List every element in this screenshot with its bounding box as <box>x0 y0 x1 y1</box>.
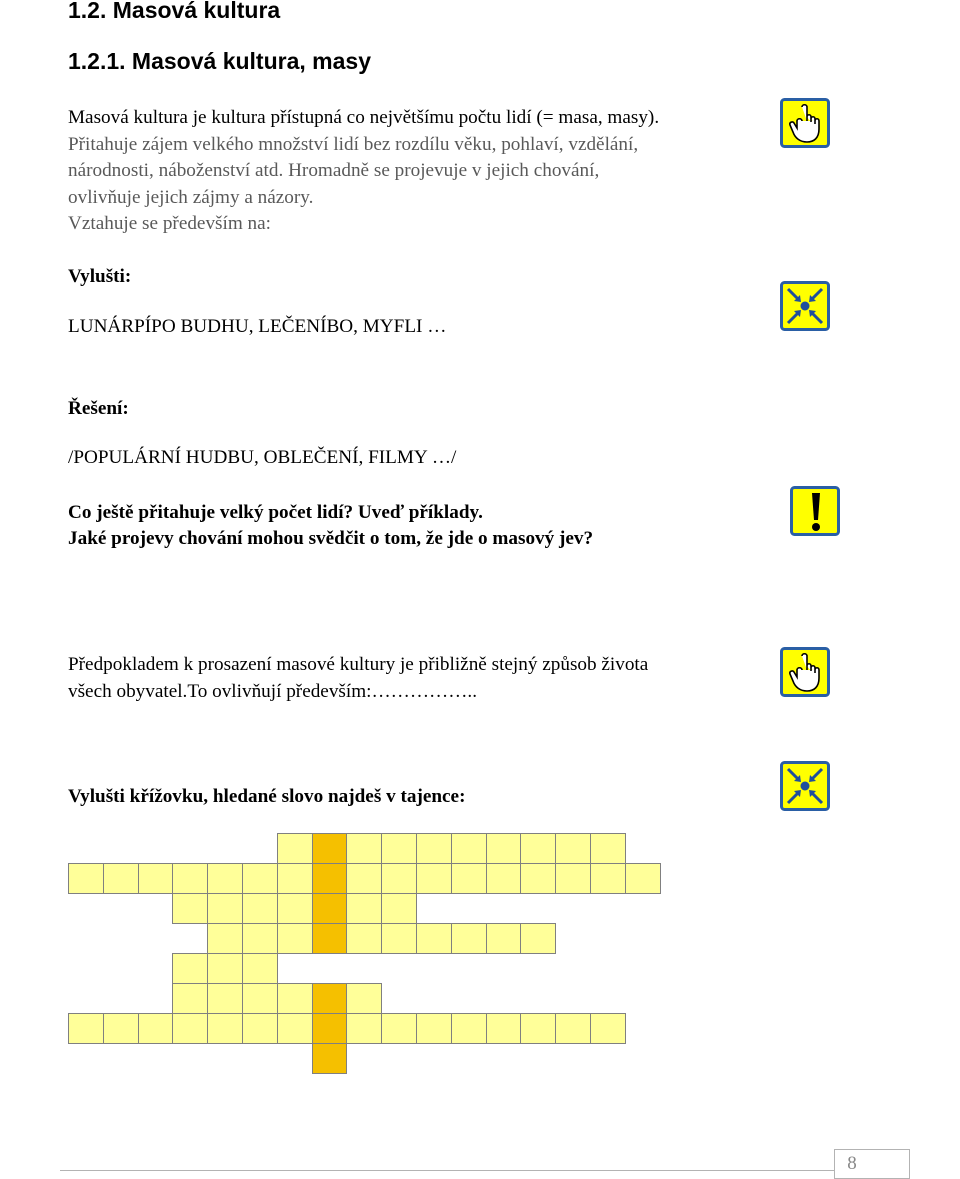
crossword-cell[interactable] <box>277 923 313 954</box>
crossword-cell[interactable] <box>451 833 487 864</box>
crossword-cell[interactable] <box>555 833 591 864</box>
crossword-cell[interactable] <box>277 983 313 1014</box>
crossword-cell[interactable] <box>451 1013 487 1044</box>
crossword-cell[interactable] <box>103 1013 139 1044</box>
intro-line-5: Vztahuje se především na: <box>68 213 271 235</box>
footer-rule <box>60 1170 896 1171</box>
crossword-cell[interactable] <box>520 863 556 894</box>
crossword-cell[interactable] <box>207 923 243 954</box>
crossword-cell[interactable] <box>381 1013 417 1044</box>
crossword-cell[interactable] <box>68 863 104 894</box>
crossword-cell[interactable] <box>590 1013 626 1044</box>
crossword-cell[interactable] <box>207 983 243 1014</box>
crossword-cell[interactable] <box>207 863 243 894</box>
pointing-hand-icon <box>780 98 830 148</box>
crossword-cell[interactable] <box>381 893 417 924</box>
crossword-cell[interactable] <box>416 833 452 864</box>
crossword-cell[interactable] <box>416 923 452 954</box>
crossword-cell[interactable] <box>172 953 208 984</box>
crossword-cell[interactable] <box>277 863 313 894</box>
premise-paragraph <box>68 652 648 705</box>
crossword-cell[interactable] <box>416 1013 452 1044</box>
intro-paragraph <box>68 105 659 238</box>
crossword-cell[interactable] <box>520 923 556 954</box>
crossword-cell[interactable] <box>590 863 626 894</box>
crossword-cell[interactable] <box>555 1013 591 1044</box>
crossword-cell[interactable] <box>346 923 382 954</box>
crossword-cell[interactable] <box>486 833 522 864</box>
crossword-solution-cell[interactable] <box>312 893 348 924</box>
crossword-cell[interactable] <box>172 893 208 924</box>
crossword-cell[interactable] <box>486 923 522 954</box>
puzzle-label: Vylušti: <box>68 266 132 287</box>
crossword-cell[interactable] <box>346 893 382 924</box>
crossword-cell[interactable] <box>381 923 417 954</box>
crossword-cell[interactable] <box>486 863 522 894</box>
puzzle-text: LUNÁRPÍPO BUDHU, LEČENÍBO, MYFLI … <box>68 316 447 337</box>
subheading: 1.2.1. Masová kultura, masy <box>68 48 371 74</box>
crossword-cell[interactable] <box>486 1013 522 1044</box>
crossword-cell[interactable] <box>207 1013 243 1044</box>
premise-line-2: všech obyvatel.To ovlivňují především:…………….. <box>68 680 477 702</box>
heading: 1.2. Masová kultura <box>68 0 281 23</box>
crossword-cell[interactable] <box>242 953 278 984</box>
intro-line-3 <box>68 158 659 185</box>
crossword-cell[interactable] <box>451 863 487 894</box>
crossword-cell[interactable] <box>451 923 487 954</box>
arrows-to-center-icon <box>780 761 830 811</box>
crossword-solution-cell[interactable] <box>312 1043 348 1074</box>
crossword-cell[interactable] <box>242 1013 278 1044</box>
crossword-cell[interactable] <box>207 953 243 984</box>
crossword-cell[interactable] <box>277 893 313 924</box>
crossword-solution-cell[interactable] <box>312 863 348 894</box>
crossword-cell[interactable] <box>346 863 382 894</box>
crossword-cell[interactable] <box>277 833 313 864</box>
crossword-cell[interactable] <box>590 833 626 864</box>
crossword-cell[interactable] <box>381 863 417 894</box>
crossword-cell[interactable] <box>520 1013 556 1044</box>
intro-line-1: Masová kultura je kultura přístupná co největšímu počtu lidí (= masa, masy). <box>68 107 660 128</box>
crossword-cell[interactable] <box>346 833 382 864</box>
crossword-solution-cell[interactable] <box>312 923 348 954</box>
intro-line-3b: Hromadně se projevuje v jejich chování, <box>288 160 600 182</box>
crossword-instruction: Vylušti křížovku, hledané slovo najdeš v tajence: <box>68 786 466 807</box>
intro-line-2: Přitahuje zájem velkého množství lidí bez rozdílu věku, pohlaví, vzdělání, <box>68 133 639 155</box>
question-2: Jaké projevy chování mohou svědčit o tom, že jde o masový jev? <box>68 528 594 549</box>
crossword-cell[interactable] <box>172 983 208 1014</box>
crossword-cell[interactable] <box>346 1013 382 1044</box>
question-1: Co ještě přitahuje velký počet lidí? Uveď příklady. <box>68 502 483 523</box>
crossword-cell[interactable] <box>138 863 174 894</box>
crossword-cell[interactable] <box>172 1013 208 1044</box>
crossword-cell[interactable] <box>346 983 382 1014</box>
solution-text: /POPULÁRNÍ HUDBU, OBLEČENÍ, FILMY …/ <box>68 447 457 468</box>
intro-line-4: ovlivňuje jejich zájmy a názory. <box>68 186 314 208</box>
crossword-cell[interactable] <box>242 863 278 894</box>
exclamation-icon <box>790 486 840 536</box>
crossword-cell[interactable] <box>416 863 452 894</box>
solution-label: Řešení: <box>68 398 129 419</box>
premise-line-1: Předpokladem k prosazení masové kultury je přibližně stejný způsob života <box>68 654 649 675</box>
crossword-cell[interactable] <box>242 893 278 924</box>
crossword-cell[interactable] <box>520 833 556 864</box>
crossword-cell[interactable] <box>242 983 278 1014</box>
intro-line-3a: národnosti, náboženství atd. <box>68 160 289 182</box>
crossword-solution-cell[interactable] <box>312 983 348 1014</box>
page-number: 8 <box>847 1153 857 1174</box>
arrows-to-center-icon <box>780 281 830 331</box>
crossword-cell[interactable] <box>68 1013 104 1044</box>
pointing-hand-icon <box>780 647 830 697</box>
crossword-cell[interactable] <box>103 863 139 894</box>
crossword-cell[interactable] <box>277 1013 313 1044</box>
crossword-cell[interactable] <box>625 863 661 894</box>
crossword-cell[interactable] <box>381 833 417 864</box>
crossword-cell[interactable] <box>242 923 278 954</box>
crossword-cell[interactable] <box>172 863 208 894</box>
crossword-cell[interactable] <box>555 863 591 894</box>
crossword-solution-cell[interactable] <box>312 1013 348 1044</box>
crossword-cell[interactable] <box>207 893 243 924</box>
crossword-solution-cell[interactable] <box>312 833 348 864</box>
crossword-cell[interactable] <box>138 1013 174 1044</box>
